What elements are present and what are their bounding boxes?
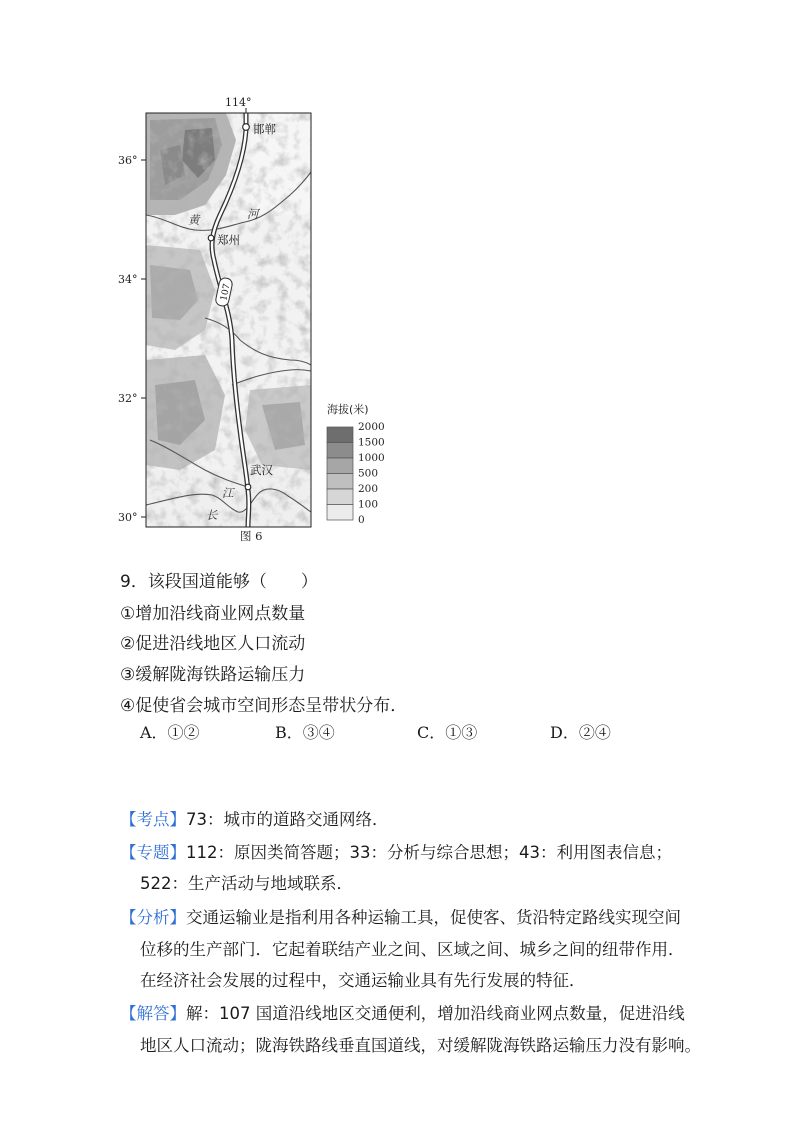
jieda-text-1: 解：107 国道沿线地区交通便利，增加沿线商业网点数量，促进沿线 bbox=[186, 1004, 685, 1023]
river-label-jiang: 江 bbox=[222, 486, 234, 500]
kaodian-tag: 【考点】 bbox=[120, 810, 186, 829]
latitude-label-32: 32° bbox=[118, 392, 138, 405]
latitude-label-34: 34° bbox=[118, 273, 138, 286]
river-label-he: 河 bbox=[247, 207, 259, 221]
jieda-text-2: 地区人口流动；陇海铁路线垂直国道线，对缓解陇海铁路运输压力没有影响。 bbox=[140, 1036, 701, 1055]
elevation-legend bbox=[327, 402, 385, 526]
legend-level-0: 0 bbox=[358, 514, 365, 526]
option-d: D．②④ bbox=[550, 723, 611, 742]
legend-swatch-1500-2000 bbox=[327, 427, 353, 443]
river-label-huang: 黄 bbox=[188, 213, 200, 227]
fenxi-tag: 【分析】 bbox=[120, 908, 186, 927]
latitude-label-36: 36° bbox=[118, 154, 138, 167]
city-label-handan: 邯郸 bbox=[253, 122, 276, 136]
elevation-map-figure bbox=[0, 0, 800, 560]
question-stem: 9．该段国道能够（ ） bbox=[120, 572, 318, 592]
question-item-3: ③缓解陇海铁路运输压力 bbox=[120, 665, 306, 685]
option-b: B．③④ bbox=[275, 723, 335, 742]
legend-swatch-200-500 bbox=[327, 474, 353, 490]
longitude-label: 114° bbox=[225, 96, 252, 109]
kaodian-text: 73：城市的道路交通网络． bbox=[186, 810, 389, 829]
legend-level-1500: 1500 bbox=[358, 436, 385, 449]
figure-caption: 图 6 bbox=[240, 529, 263, 543]
answer-options bbox=[140, 720, 700, 744]
city-label-zhengzhou: 郑州 bbox=[217, 233, 240, 247]
question-item-1: ①增加沿线商业网点数量 bbox=[120, 604, 306, 624]
fenxi-text-1: 交通运输业是指利用各种运输工具，促使客、货沿特定路线实现空间 bbox=[186, 908, 681, 927]
legend-swatch-0-100 bbox=[327, 505, 353, 521]
fenxi-row bbox=[120, 904, 681, 928]
fenxi-text-2: 位移的生产部门．它起着联结产业之间、区域之间、城乡之间的纽带作用． bbox=[140, 940, 685, 959]
road-107-label: 107 bbox=[219, 282, 233, 302]
city-marker-zhengzhou bbox=[208, 235, 214, 241]
jieda-row bbox=[120, 1000, 685, 1024]
kaodian-row bbox=[120, 806, 389, 830]
legend-level-200: 200 bbox=[358, 483, 379, 495]
city-label-wuhan: 武汉 bbox=[250, 463, 273, 477]
legend-level-2000: 2000 bbox=[358, 421, 385, 433]
legend-title: 海拔(米) bbox=[327, 403, 369, 416]
question-item-2: ②促进沿线地区人口流动 bbox=[120, 634, 306, 654]
legend-level-500: 500 bbox=[358, 467, 379, 480]
option-c: C．①③ bbox=[417, 723, 478, 742]
zhuanti-text-2: 522：生产活动与地域联系． bbox=[140, 874, 353, 893]
legend-level-1000: 1000 bbox=[358, 452, 385, 464]
legend-level-100: 100 bbox=[358, 498, 379, 511]
legend-swatch-500-1000 bbox=[327, 458, 353, 474]
zhuanti-text-1: 112：原因类简答题；33：分析与综合思想；43：利用图表信息； bbox=[186, 843, 672, 862]
fenxi-text-3: 在经济社会发展的过程中，交通运输业具有先行发展的特征． bbox=[140, 971, 586, 990]
city-marker-handan bbox=[243, 124, 250, 131]
city-marker-wuhan bbox=[245, 484, 251, 490]
legend-swatch-1000-1500 bbox=[327, 443, 353, 459]
zhuanti-tag: 【专题】 bbox=[120, 843, 186, 862]
zhuanti-row bbox=[120, 839, 672, 863]
jieda-tag: 【解答】 bbox=[120, 1004, 186, 1023]
latitude-label-30: 30° bbox=[118, 511, 138, 524]
river-label-chang: 长 bbox=[206, 508, 218, 522]
legend-swatch-100-200 bbox=[327, 489, 353, 505]
question-item-4: ④促使省会城市空间形态呈带状分布． bbox=[120, 696, 408, 716]
option-a: A．①② bbox=[140, 723, 200, 742]
